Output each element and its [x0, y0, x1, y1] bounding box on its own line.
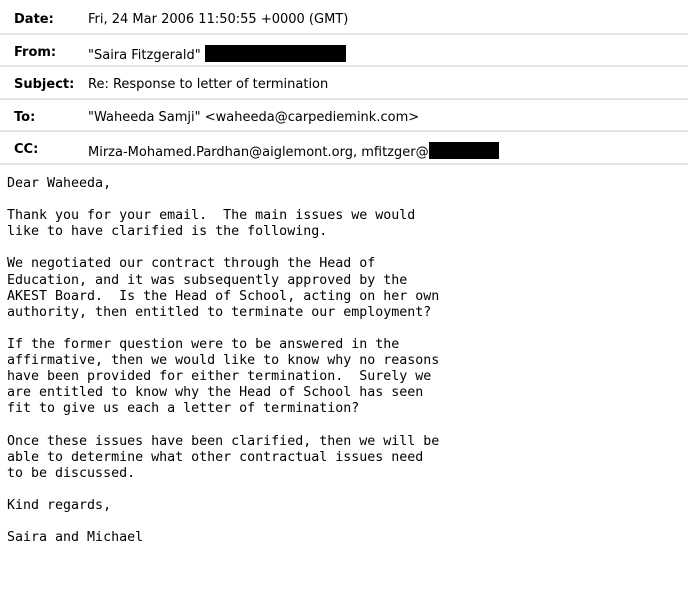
redaction-block [205, 45, 346, 62]
from-label: From: [14, 44, 57, 60]
signature: Saira and Michael [7, 530, 144, 546]
body-paragraph: Once these issues have been clarified, then we will be able to determine what other contractual issues need to be discussed. [7, 433, 440, 481]
cc-value-wrap [88, 142, 499, 160]
from-value: "Saira Fitzgerald" [88, 47, 201, 63]
date-label: Date: [14, 12, 54, 27]
redaction-block [429, 142, 499, 159]
from-value-wrap [88, 45, 346, 63]
email-body [7, 176, 439, 546]
date-value: Fri, 24 Mar 2006 11:50:55 +0000 (GMT) [88, 12, 349, 27]
subject-label: Subject: [14, 77, 75, 92]
body-paragraph: Thank you for your email. The main issues we would like to have clarified is the following. [7, 208, 416, 240]
header-row-from [0, 35, 688, 68]
header-row-to [0, 100, 688, 133]
cc-value: Mirza-Mohamed.Pardhan@aiglemont.org, mfitzger@ [88, 145, 429, 160]
greeting: Dear Waheeda, [7, 176, 112, 191]
closing: Kind regards, [7, 497, 112, 513]
to-label: To: [14, 109, 36, 125]
cc-label: CC: [14, 142, 39, 157]
body-paragraph: If the former question were to be answered in the affirmative, then we would like to know why no reasons have been provided for either termination. Surely we are entitled to know why the Head of School has seen fit to give us each a letter of termination? [7, 336, 440, 417]
header-row-date [0, 2, 688, 35]
to-value: "Waheeda Samji" <waheeda@carpediemink.com> [88, 109, 420, 125]
body-paragraph: We negotiated our contract through the Head of Education, and it was subsequently approved by the AKEST Board. Is the Head of School, acting on her own authority, then entitled to terminate our employment? [7, 256, 440, 320]
header-row-subject [0, 67, 688, 100]
email-headers [0, 2, 688, 165]
header-row-cc [0, 132, 688, 165]
subject-value: Re: Response to letter of termination [88, 77, 329, 92]
